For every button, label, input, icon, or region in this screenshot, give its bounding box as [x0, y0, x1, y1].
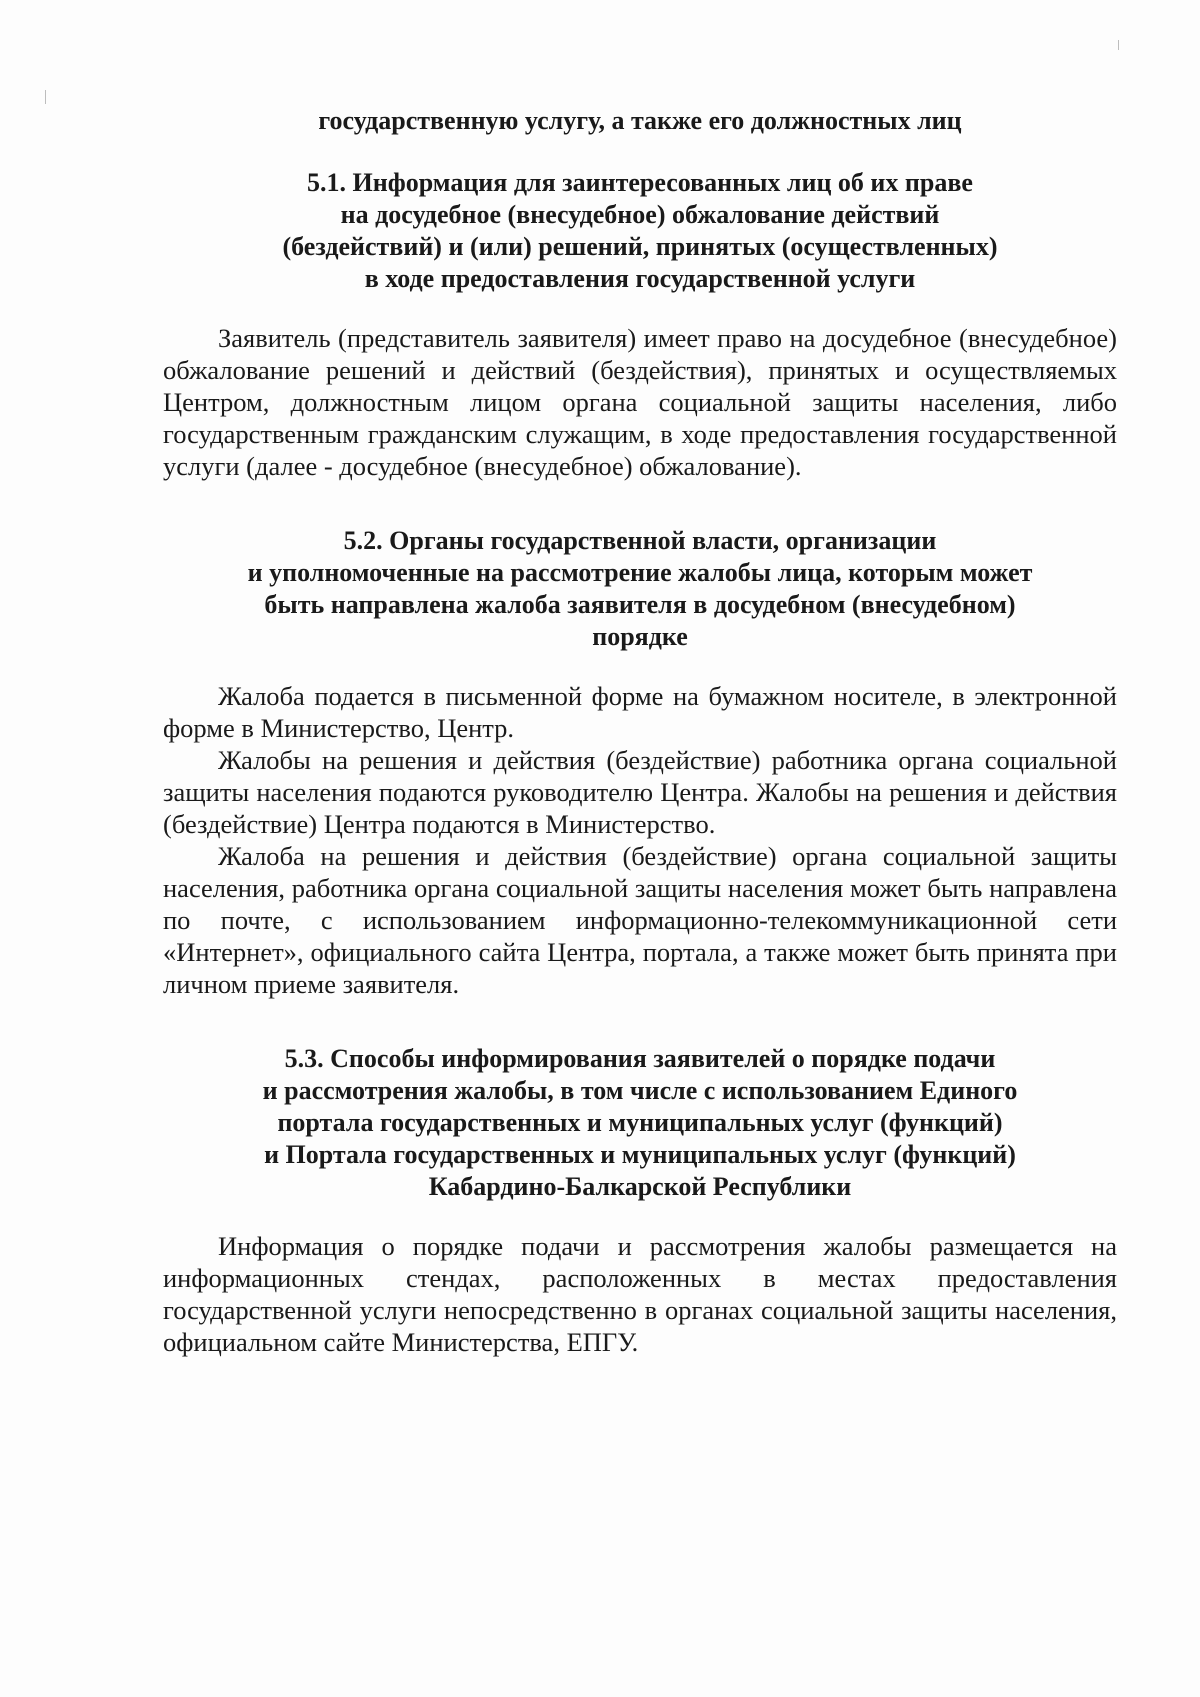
heading-line: 5.2. Органы государственной власти, организации [343, 526, 937, 555]
section-5-3 [163, 1043, 1117, 1358]
heading-line: портала государственных и муниципальных услуг (функций) [277, 1108, 1003, 1137]
heading-line: на досудебное (внесудебное) обжалование действий [340, 200, 940, 229]
section-5-1-heading [163, 167, 1117, 295]
scan-artifact-mark [1118, 40, 1119, 50]
heading-line: в ходе предоставления государственной услуги [364, 264, 916, 293]
heading-line: быть направлена жалоба заявителя в досудебном (внесудебном) [264, 590, 1016, 619]
continued-heading-line: государственную услугу, а также его должностных лиц [318, 106, 962, 135]
heading-line: и рассмотрения жалобы, в том числе с использованием Единого [262, 1076, 1018, 1105]
heading-line: Кабардино-Балкарской Республики [428, 1172, 852, 1201]
section-5-2 [163, 525, 1117, 1000]
section-5-2-heading [163, 525, 1117, 653]
section-5-3-heading [163, 1043, 1117, 1203]
paragraph: Жалобы на решения и действия (бездействие) работника органа социальной защиты населения подаются руководителю Центра. Жалобы на решения и действия (бездействие) Центра подаются в Министерство. [163, 745, 1117, 839]
document-body [163, 105, 1117, 1358]
paragraph: Жалоба на решения и действия (бездействие) органа социальной защиты населения, работника органа социальной защиты населения может быть направлена по почте, с использованием информационно-телекоммуникационной сети «Интернет», официального сайта Центра, портала, а также может быть принята при личном приеме заявителя. [163, 841, 1117, 999]
scan-artifact-mark [45, 90, 46, 104]
heading-line: (бездействий) и (или) решений, принятых (осуществленных) [282, 232, 998, 261]
paragraph: Жалоба подается в письменной форме на бумажном носителе, в электронной форме в Министерство, Центр. [163, 681, 1117, 743]
heading-line: порядке [592, 622, 688, 651]
paragraph: Заявитель (представитель заявителя) имеет право на досудебное (внесудебное) обжалование решений и действий (бездействия), принятых и осуществляемых Центром, должностным лицом органа социальной защиты населения, либо государственным гражданским служащим, в ходе предоставления государственной услуги (далее - досудебное (внесудебное) обжалование). [163, 323, 1117, 481]
heading-line: 5.1. Информация для заинтересованных лиц об их праве [307, 168, 973, 197]
section-5-1 [163, 167, 1117, 482]
heading-line: 5.3. Способы информирования заявителей о порядке подачи [284, 1044, 996, 1073]
heading-line: и Портала государственных и муниципальных услуг (функций) [264, 1140, 1016, 1169]
paragraph: Информация о порядке подачи и рассмотрения жалобы размещается на информационных стендах, расположенных в местах предоставления государственной услуги непосредственно в органах социальной защиты населения, официальном сайте Министерства, ЕПГУ. [163, 1231, 1117, 1357]
heading-line: и уполномоченные на рассмотрение жалобы лица, которым может [247, 558, 1033, 587]
